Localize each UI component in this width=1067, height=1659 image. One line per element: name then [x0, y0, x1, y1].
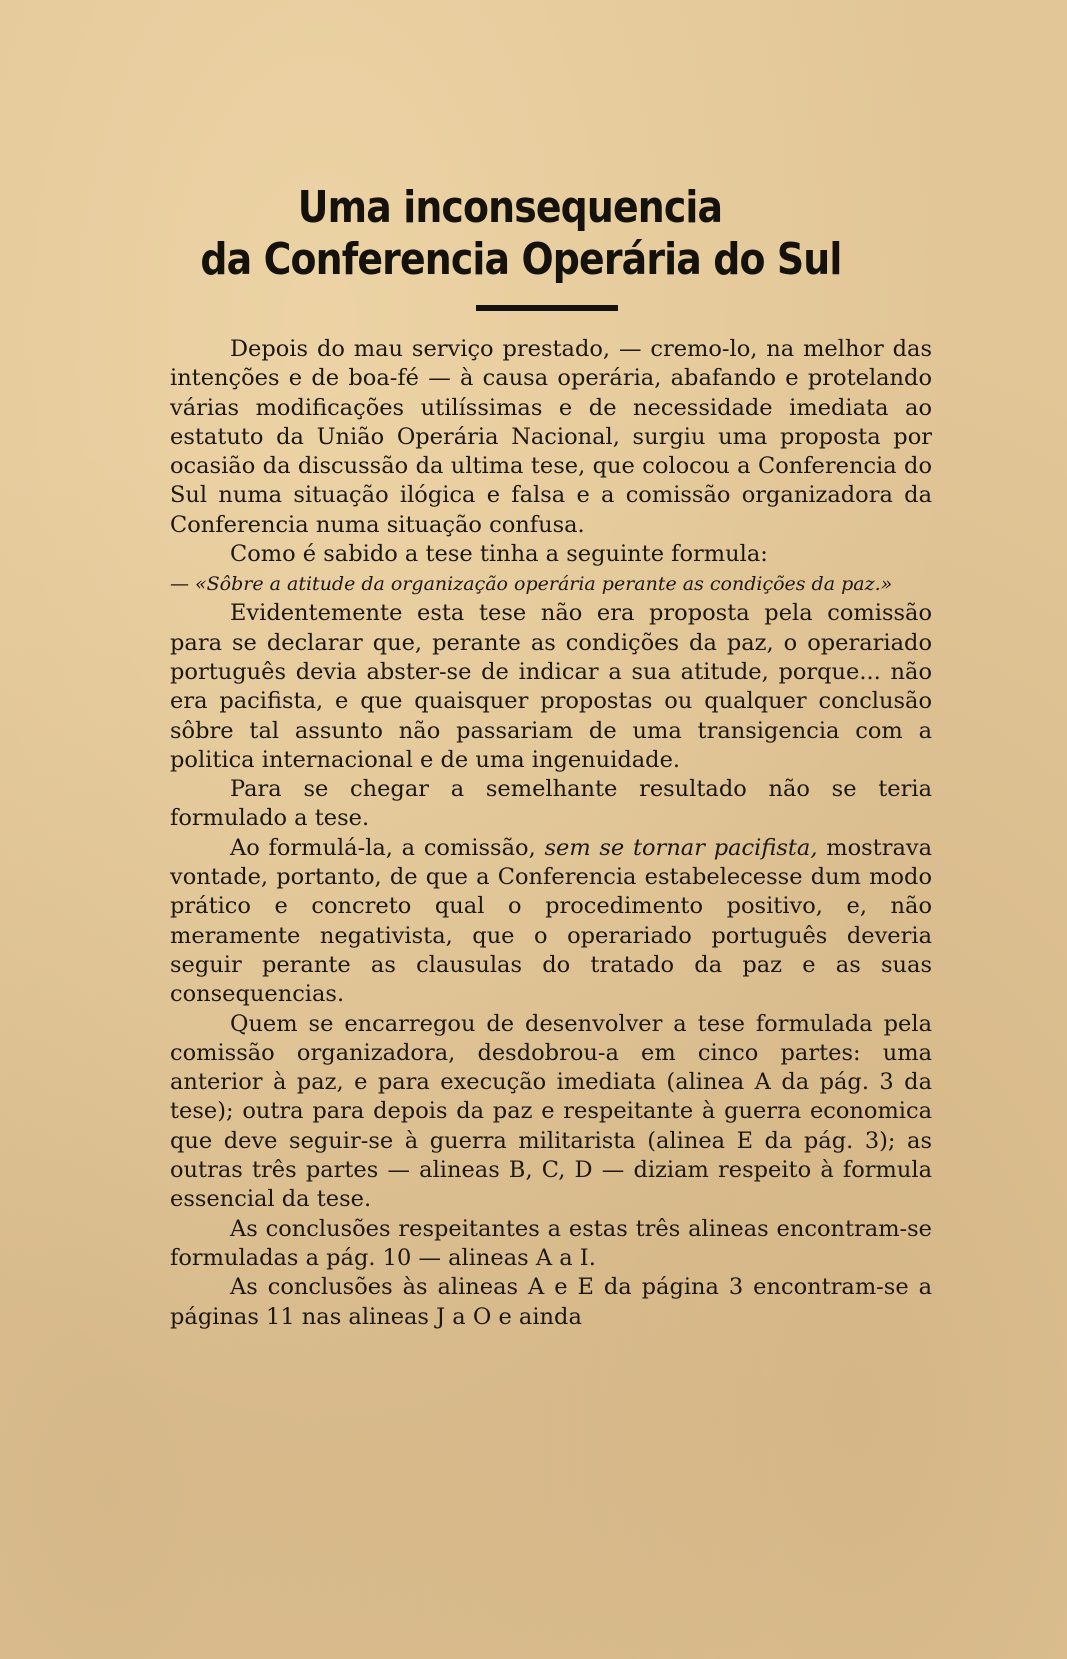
paragraph-5-end: mostrava vontade, portanto, de que a Conferencia estabelecesse dum modo prático e concreto qual o procedimento positivo, e, não meramente negativista, que o operariado português deveria seguir perante as clausulas do tratado da paz e as suas consequencias.: [170, 834, 932, 1008]
paragraph-1: Depois do mau serviço prestado, — cremo-lo, na melhor das intenções e de boa-fé — à causa operária, abafando e protelando várias modificações utilíssimas e de necessidade imediata ao estatuto da União Operária Nacional, surgiu uma proposta por ocasião da discussão da ultima tese, que colocou a Conferencia do Sul numa situação ilógica e falsa e a comissão organizadora da Conferencia numa situação confusa.: [170, 336, 932, 538]
thesis-quote: — «Sôbre a atitude da organização operária perante as condições da paz.»: [170, 573, 893, 596]
article-title: [150, 182, 870, 286]
paragraph-5-italic: sem se tornar pacifista,: [544, 834, 818, 861]
title-divider: [476, 305, 618, 311]
paragraph-4: Para se chegar a semelhante resultado não se teria formulado a tese.: [170, 776, 932, 832]
paragraph-7: As conclusões respeitantes a estas três alineas encontram-se formuladas a pág. 10 — alineas A a I.: [170, 1215, 932, 1271]
title-line-2: da Conferencia Operária do Sul: [200, 234, 842, 285]
paragraph-5-start: Ao formulá-la, a comissão,: [230, 834, 536, 861]
title-line-1: Uma inconsequencia: [297, 182, 723, 233]
paragraph-5: [170, 834, 932, 1010]
paragraph-8: As conclusões às alineas A e E da página 3 encontram-se a páginas 11 nas alineas J a O e ainda: [170, 1274, 932, 1330]
paragraph-2: Como é sabido a tese tinha a seguinte formula:: [230, 541, 768, 568]
article-body: [170, 335, 932, 1332]
paragraph-6: Quem se encarregou de desenvolver a tese formulada pela comissão organizadora, desdobrou-a em cinco partes: uma anterior à paz, e para execução imediata (alinea A da pág. 3 da tese); outra para depois da paz e respeitante à guerra economica que deve seguir-se à guerra militarista (alinea E da pág. 3); as outras três partes — alineas B, C, D — diziam respeito à formula essencial da tese.: [170, 1010, 932, 1213]
paragraph-3: Evidentemente esta tese não era proposta pela comissão para se declarar que, perante as condições da paz, o operariado português devia abster-se de indicar a sua atitude, porque... não era pacifista, e que quaisquer propostas ou qualquer conclusão sôbre tal assunto não passariam de uma transigencia com a politica internacional e de uma ingenuidade.: [170, 600, 932, 773]
